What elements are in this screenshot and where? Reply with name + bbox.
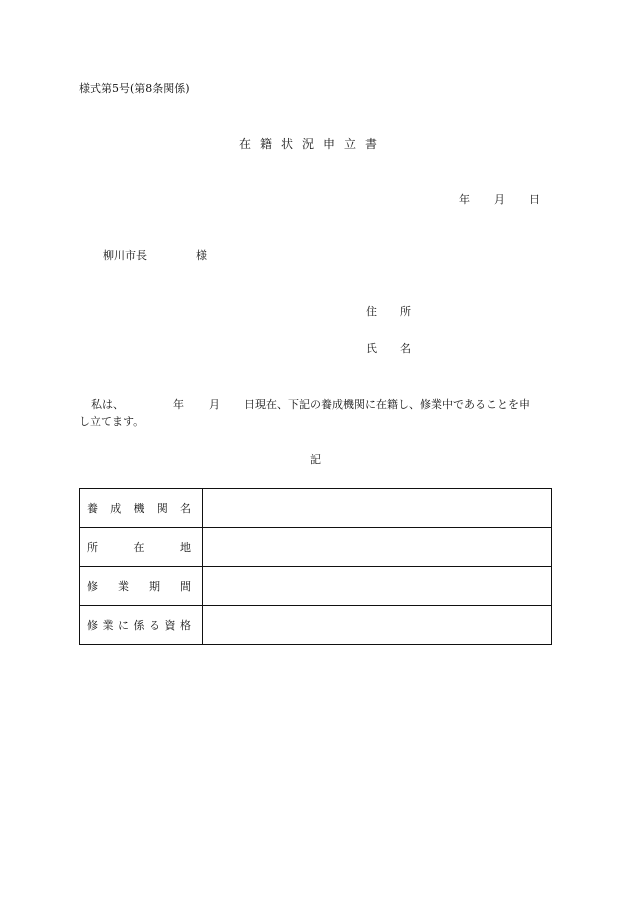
label-char: 係 (133, 619, 145, 632)
label-char: 在 (133, 541, 145, 554)
label-char: 業 (102, 619, 114, 632)
label-char: 格 (180, 619, 191, 632)
row-label-training-period (80, 567, 203, 606)
applicant-name-label-2: 名 (400, 342, 411, 355)
label-char: 間 (180, 580, 191, 593)
label-char: 期 (149, 580, 160, 593)
label-char: 養 (87, 502, 98, 515)
label-char: 名 (180, 502, 191, 515)
table-row (80, 489, 552, 528)
label-char: 業 (118, 580, 129, 593)
document-title: 在籍状況申立書 (239, 137, 387, 151)
label-char: 所 (87, 541, 98, 554)
applicant-address-label-1: 住 (366, 305, 377, 318)
row-label-qualification (80, 606, 203, 645)
row-label-location (80, 528, 203, 567)
label-char: 地 (180, 541, 191, 554)
statement-month-label: 月 (209, 398, 220, 411)
location-value[interactable] (203, 528, 552, 567)
label-char: 修 (87, 580, 98, 593)
label-char: 成 (110, 502, 122, 515)
label-char: 機 (133, 502, 145, 515)
date-year-label: 年 (459, 193, 470, 206)
ki-heading: 記 (310, 453, 321, 466)
training-info-table (79, 488, 552, 645)
addressee-name: 柳川市長 (103, 249, 147, 262)
training-institution-value[interactable] (203, 489, 552, 528)
addressee-honorific: 様 (196, 249, 207, 262)
training-period-value[interactable] (203, 567, 552, 606)
label-char: に (118, 619, 129, 632)
label-char: 資 (164, 619, 176, 632)
label-char: 関 (156, 502, 168, 515)
date-day-label: 日 (529, 193, 540, 206)
label-char: 修 (87, 619, 98, 632)
form-number: 様式第5号(第8条関係) (79, 82, 190, 95)
table-row (80, 528, 552, 567)
row-label-training-institution (80, 489, 203, 528)
table-row (80, 606, 552, 645)
applicant-address-label-2: 所 (400, 305, 411, 318)
table-row (80, 567, 552, 606)
statement-line1-rest: 日現在、下記の養成機関に在籍し、修業中であることを申 (244, 398, 530, 411)
label-char: る (149, 619, 160, 632)
qualification-value[interactable] (203, 606, 552, 645)
date-month-label: 月 (494, 193, 505, 206)
applicant-name-label-1: 氏 (366, 342, 377, 355)
statement-year-label: 年 (173, 398, 184, 411)
statement-prefix: 私は、 (91, 398, 124, 411)
statement-line2: し立てます。 (79, 415, 145, 428)
